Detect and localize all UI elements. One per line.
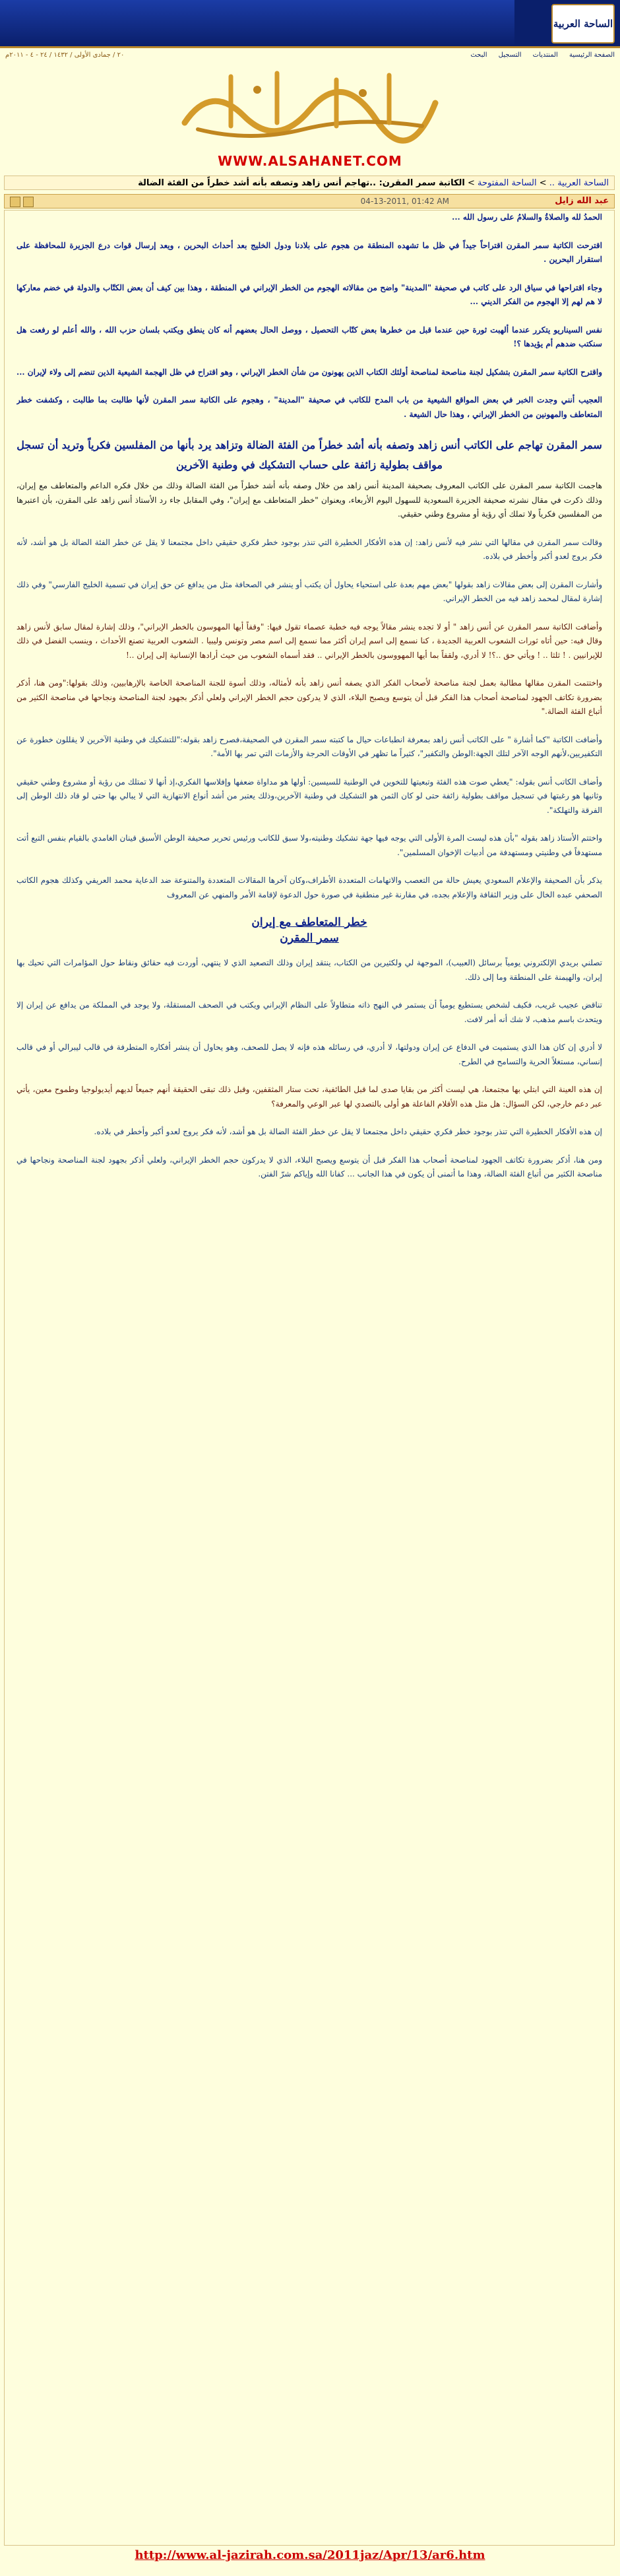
post-paragraph: واقترح الكاتبة سمر المقرن بتشكيل لجنة مناصحة لمناصحة أولئك الكتاب الذين يهونون من شأن الخطر الإيراني ، وهو اقتراح في ظل الهجمة الشيعية الذين تنضم إلى ولاء لإيران ... <box>16 367 602 377</box>
article-paragraph: وأضاف الكاتب أنس بقوله: "يعطي صوت هذه الفئة وتبعيتها للتخوين في الوطنية للسيسين: أولها هو مداواة ضعفها وإفلاسها الفكري،إذ أنها لا تمتلك من رؤية أو مشروع وطني حقيقي وثانيها هو رغبتها في تسجيل مواقف بطولية زائفة حتى لو كان الثمن هو التشكيك في وطنية الآخرين،وذلك يعتبر من أشد أنواع الانتهازية التي لا يبالي بها حتى لو قاد ذلك الوطن إلى الفرقة والتهلكة". <box>16 777 602 815</box>
breadcrumb <box>4 176 615 190</box>
article-paragraph: لا أدري إن كان هذا الذي يستميت في الدفاع عن إيران ودولتها، لا أدري، في رسائله هذه فإنه لا يصل للصحف، وهو يحاول أن ينشر أفكاره المتطرفة في قالب ليبرالي أو في قالب إنساني، مستغلاً الحرية والتسامح في الطرح. <box>16 1043 602 1066</box>
breadcrumb-separator: > <box>464 178 475 188</box>
email-icon[interactable] <box>23 197 34 207</box>
thread-title: الكاتبة سمر المقرن: ..تهاجم أنس زاهد وتصفه بأنه أشد خطراً من الفئة الضالة <box>138 178 465 188</box>
article-paragraph: وأضافت الكاتبة "كما أشارة " على الكاتب أنس زاهد بمعرفة انطباعات حيال ما كتبته سمر المقرن في الصحيفة،فصرح زاهد بقوله:"للتشكيك في وطنية الآخرين لا يقللون خطورة عن التكفيريين،لأنهم الوجه الآخر لتلك الجهة:الوطن والتكفير"، كثيراً ما تظهر في الأوقات الحرجة والأزمات التي تمر بها الأمة". <box>16 734 602 758</box>
post-paragraph: اقترحت الكاتبة سمر المقرن اقتراحاً جيداً في ظل ما تشهده المنطقة من هجوم على بلادنا ودول الخليج بعد أحداث البحرين ، ويعد إرسال قوات درع الجزيرة للمحافظة على استقرار البحرين . <box>16 240 602 264</box>
article-paragraph: إن هذه الأفكار الخطيرة التي تنذر بوجود خطر فكري حقيقي داخل مجتمعنا لا يقل عن خطر الفئة الضالة بل هو أشد، لأنه فكر يروج لعدو أكبر وأخطر في بلاده. <box>94 1127 602 1136</box>
breadcrumb-separator: > <box>536 178 547 188</box>
article-paragraph: إن هذه العينة التي ابتلي بها مجتمعنا، هي ليست أكثر من بقايا صدى لما قبل الطائفية، تحت ستار المثقفين، وقبل ذلك تبقى الحقيقة أنهم جميعاً لديهم أيديولوجيا وطموح معين، يأتي عبر دعم خارجي، لكن السؤال: هل مثل هذه الأقلام الفاعلة هو أولى بالتصدي لها عبر الوعي والمعرفة؟ <box>16 1085 602 1109</box>
section-author: سمر المقرن <box>280 931 339 945</box>
source-link-row <box>0 2548 620 2562</box>
top-link-forums[interactable]: المنتديات <box>532 51 558 59</box>
article-paragraph: واختتم الأستاذ زاهد بقوله "بأن هذه ليست المرة الأولى التي يوجه فيها جهة تشكيك وطنيته،ولا سبق للكاتب ورئيس تحرير صحيفة الوطن الأسبق قينان الغامدي بالقيام بنفس التبع أتت مستهدفاً في وطنيتي ومستهدفة من أدبيات الإخوان المسلمين". <box>16 833 602 857</box>
site-logo[interactable]: الساحة العربية <box>551 4 615 44</box>
banner-calligraphy-icon <box>171 63 449 149</box>
post-author[interactable]: عبد الله زايل <box>555 196 609 206</box>
section-title: خطر المتعاطف مع إيران <box>251 916 367 929</box>
post-header <box>4 194 615 209</box>
site-url[interactable]: WWW.ALSAHANET.COM <box>218 153 402 169</box>
post-date: 04-13-2011, 01:42 AM <box>360 197 449 206</box>
article-paragraph: وأشارت المقرن إلى بعض مقالات زاهد بقولها "بعض مهم بعدة على استحياء يحاول أن يكتب أو ينشر في الصحافة مثل من يدافع عن حق إيران في تسمية الخليج الفارسي" وفي ذلك إشارة لمقال لمحمد زاهد فيه من الخطر الإيراني. <box>16 579 602 603</box>
article-paragraph: تناقض عجيب غريب، فكيف لشخص يستطيع يومياً أن يستمر في النهج ذاته متطاولاً على النظام الإيراني ويكتب في الصحف المستقلة، ولا يوجد في المملكة من يدافع عن إيران إلا ويتحدث باسم مذهب، لا شك أنه أمر لافت. <box>16 1000 602 1024</box>
print-icon[interactable] <box>10 197 20 207</box>
top-link-register[interactable]: التسجيل <box>498 51 522 59</box>
top-nav <box>461 51 615 59</box>
article-paragraph: يذكر بأن الصحيفة والإعلام السعودي يعيش حالة من التعصب والاتهامات المتعددة الأطراف،وكان آخرها المقالات المتعددة والمتنوعة ضد الدعاية محمد العريفي وكذلك هجوم الكاتب الصحفي عبده الخال على وزير الثقافة والإعلام بجده، في مقارنة غير منطقية في صورة حول الدعوة لإقامة الأمر والمنهي عن المعروف <box>16 876 602 899</box>
header-background <box>0 0 514 46</box>
post-tools <box>10 197 34 207</box>
article-headline: سمر المقرن تهاجم على الكاتب أنس زاهد وتصفه بأنه أشد خطراً من الفئة الضالة وتزاهد يرد بأنها من المفلسين فكرياً وتريد أن تسجل مواقف بطولية زائفة على حساب التشكيك في وطنية الآخرين <box>16 439 602 471</box>
post-paragraph: العجيب أنني وجدت الخبر في بعض المواقع الشيعية من باب المدح للكاتب في صحيفة "المدينة" ، وهجوم على الكاتبة سمر المقرن لأنها طالبت بما طالبت ، وكشفت خطر المتعاطف والمهونين من الخطر الإيراني ، وهذا حال الشيعة . <box>16 395 602 419</box>
post-container <box>4 210 615 2546</box>
top-date: ٢٠ / جمادى الأولى / ١٤٣٢ / ٢٤ - ٤ - ٢٠١١م <box>5 51 125 59</box>
article-paragraph: ومن هنا، أذكر بضرورة تكاتف الجهود لمناصحة أصحاب هذا الفكر قبل أن يتوسع ويصبح البلاء، الذي لا يدركون حجم الخطر الإيراني، ولعلي أذكر بجهود لجنة المناصحة ونجاحها في مناصحة الكثير من أتباع الفئة الضالة، وهذا ما أتمنى أن يكون في هذا الجانب ... كفانا الله وإياكم شرّ الفتن. <box>16 1155 602 1178</box>
breadcrumb-link-forum[interactable]: الساحة المفتوحة <box>478 178 537 188</box>
top-link-search[interactable]: البحث <box>470 51 487 59</box>
breadcrumb-link-home[interactable]: الساحة العربية .. <box>549 178 609 188</box>
article-paragraph: وأضافت الكاتبة سمر المقرن عن أنس زاهد " أو لا تجده ينشر مقالاً يوجه فيه خطبة عصماء تقول فيها: "وقفاً أيها المهوسون بالخطر الإيراني"، وذلك إشارة لمقال سابق لأنس زاهد وقال فيه: حين أتاه ثورات الشعوب العربية الجديدة ، كنا نسمع إلى اسم إيران أكثر مما نسمع إلى اسم مصر وتونس وليبيا . الشعوب العربية تصنع الأحداث ، وينسب الفضل في ذلك للإيرانيين . ! ثلثا .. ! ويأتي حق ..؟! لا أدري، ولقفاً بما أيها المهووسون بالخطر الإيراني .. فقد أسماه الشعوب من حيث أرادها الإنسانية إلى إيران ..! <box>16 622 602 660</box>
article-paragraph: وقالت سمر المقرن في مقالها التي نشر فيه لأنس زاهد: إن هذه الأفكار الخطيرة التي تنذر بوجود خطر فكري حقيقي داخل مجتمعنا لا يقل عن خطر الفئة الضالة بل هو أشد، لأنه فكر يروج لعدو أكبر وأخطر في بلاده. <box>16 537 602 561</box>
post-paragraph: نفس السيناريو يتكرر عندما ألهبت ثورة حين عندما قبل من خطرها بعض كتّاب التحصيل ، ووصل الحال بعضهم أنه كان ينطق ويكتب بلسان حزب الله ، والله أعلم لو رفعت هل سنكتب ضدهم أم يؤيدها ؟! <box>16 325 602 348</box>
post-paragraph: وجاء اقتراحها في سياق الرد على كاتب في صحيفة "المدينة" واضح من مقالاته الهجوم من الخطر الإيراني في المنطقة ، وهذا بين كيف أن بعض الكتّاب والدولة في خضم معاركها لا هم لهم إلا الهجوم من الفكر الديني ... <box>16 282 602 306</box>
top-links-bar <box>5 49 615 61</box>
source-link[interactable]: http://www.al-jazirah.com.sa/2011jaz/Apr/13/ar6.htm <box>135 2548 485 2562</box>
article-paragraph: واختتمت المقرن مقالها مطالبة بعمل لجنة مناصحة لأصحاب الفكر الذي يصفه أنس زاهد بأنه لأمثاله، وذلك أسوة للجنة المناصحة الخاصة بالإرهابيين، وذلك بقولها:"ومن هنا، أذكر بضرورة تكاتف الجهود لمناصحة أصحاب هذا الفكر قبل أن يتوسع ويصبح البلاء، الذي لا يدركون حجم الخطر الإيراني ولعلي أذكر بجهود لجنة المناصحة ونجاحها في مناصحة الكثير من أتباع الفئة الضالة." <box>16 678 602 716</box>
article-paragraph: هاجمت الكاتبة سمر المقرن على الكاتب المعروف بصحيفة المدينة أنس زاهد من خلال وصفه بأنه أشد خطراً من الفئة الضالة وذلك من خلال فكره الداعم والمتعاطف مع إيران، وذلك ذكرت في مقال نشرته صحيفة الجزيرة السعودية للسهول اليوم الأربعاء، ويعنوان "خطر المتعاطف مع إيران"، وفي المقابل جاء رد الأستاذ أنس زاهد على المقرن، بأن اعتبرها من المفلسين فكرياً ولا تملك أي رؤية أو مشروع وطني حقيقي. <box>16 481 602 519</box>
site-header <box>0 0 620 48</box>
article-paragraph: تصلني بريدي الإلكتروني يومياً برسائل (العبيب)، الموجهة لي ولكثيرين من الكتاب، ينتقد إيران وذلك التصعيد الذي لا ينتهي، أوردت فيه حقائق ونقاط حول المؤامرات التي تحيك بها إيران، والهيمنة على المنطقة وما إلى ذلك. <box>16 958 602 982</box>
site-banner <box>132 63 488 162</box>
post-body <box>16 210 602 2540</box>
post-paragraph: الحمدُ لله والصلاةُ والسلامُ على رسول الله ... <box>452 212 602 222</box>
top-link-home[interactable]: الصفحة الرئيسية <box>569 51 615 59</box>
